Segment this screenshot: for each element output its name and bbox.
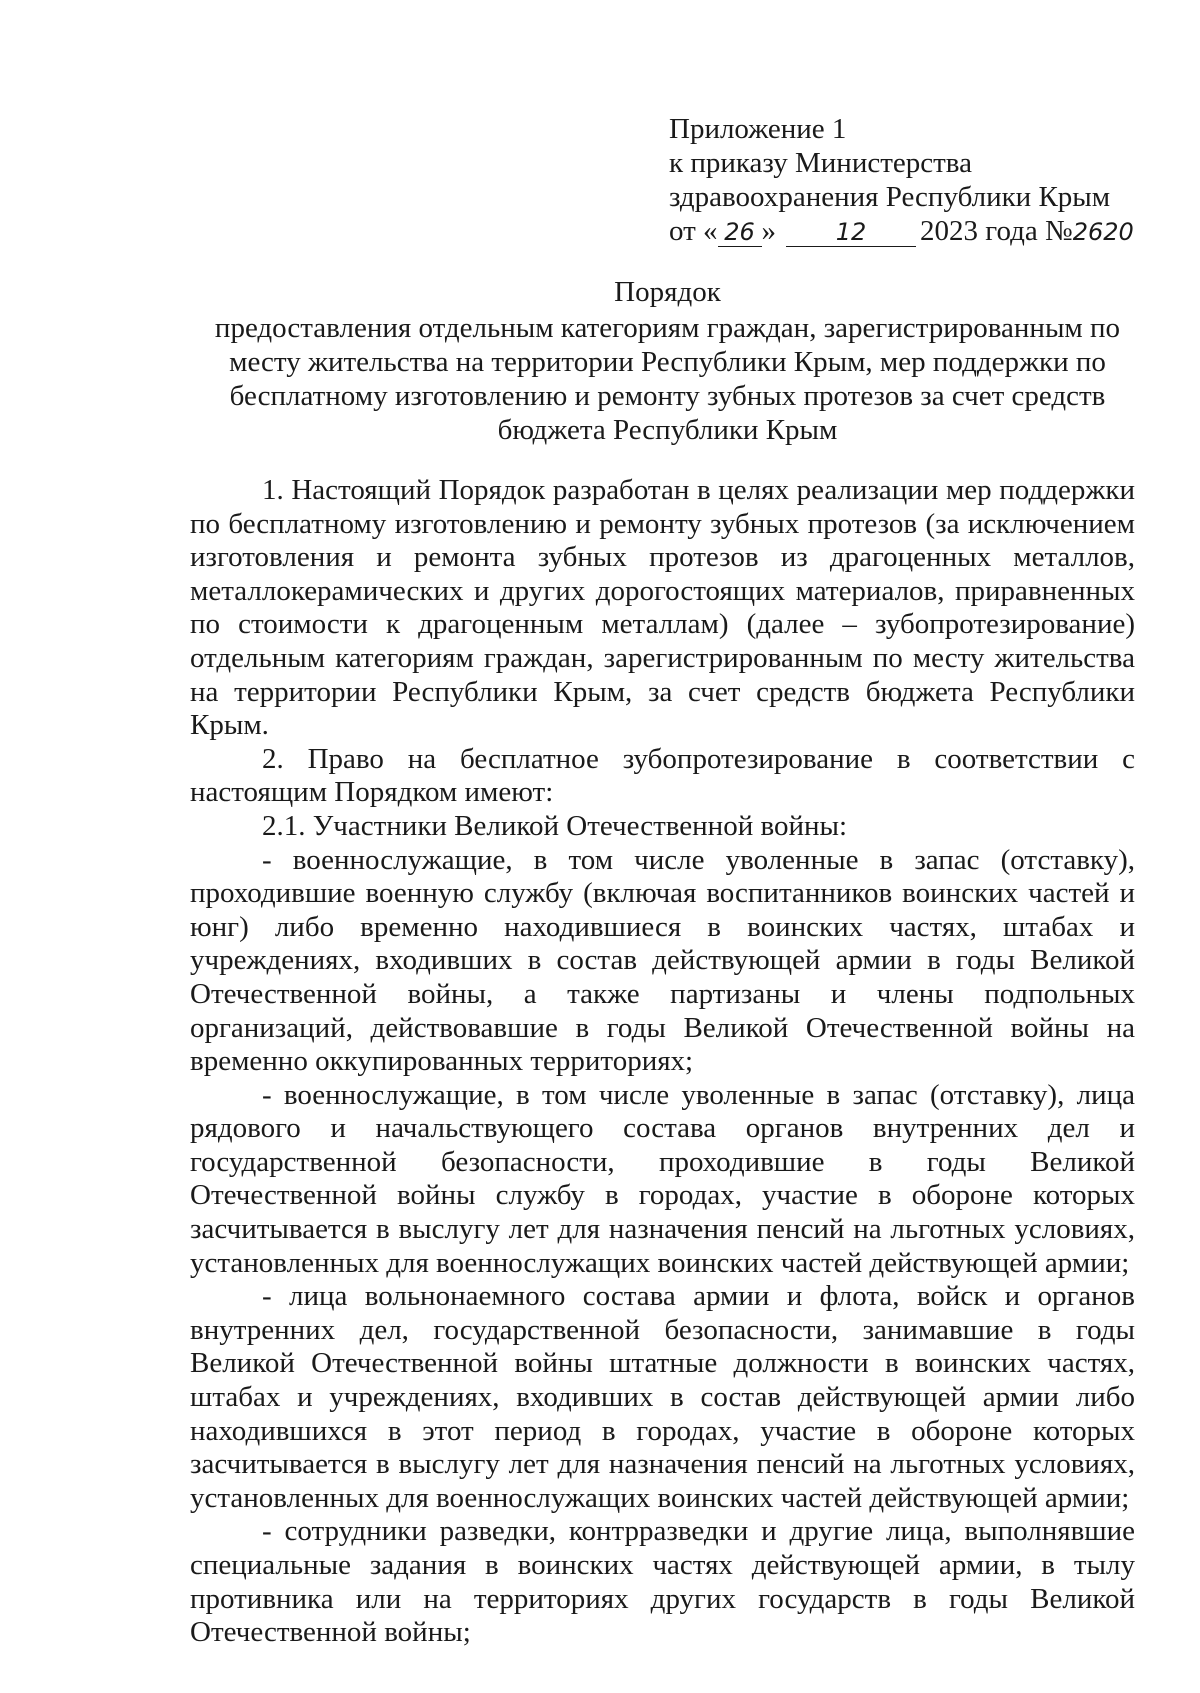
date-mid: »: [761, 215, 777, 247]
appendix-line-1: Приложение 1: [669, 113, 847, 145]
appendix-line-2: к приказу Министерства: [669, 147, 972, 179]
date-month-field: [786, 217, 916, 247]
date-year: 2023 года №: [920, 215, 1073, 247]
date-prefix: от «: [669, 215, 718, 247]
document-title: [200, 275, 1135, 447]
date-day-handwritten: 26: [724, 218, 755, 246]
paragraph-dash-1: - военнослужащие, в том числе уволенные в запас (отставку), проходившие военную службу (включая воспитанников воинских частей и юнг) либо временно находившиеся в воинских частях, штабах и учреждениях, входивших в состав действующей армии в годы Великой Отечественной войны, а также партизаны и члены подпольных организаций, действовавшие в годы Великой Отечественной войны на временно оккупированных территориях;: [190, 843, 1135, 1078]
paragraph-1: 1. Настоящий Порядок разработан в целях реализации мер поддержки по бесплатному изготовлению и ремонту зубных протезов (за исключением изготовления и ремонта зубных протезов из драгоценных металлов, металлокерамических и других дорогостоящих материалов, приравненных по стоимости к драгоценным металлам) (далее – зубопротезирование) отдельным категориям граждан, зарегистрированным по месту жительства на территории Республики Крым, за счет средств бюджета Республики Крым.: [190, 474, 1135, 742]
title-main: Порядок: [614, 276, 721, 308]
appendix-header: [669, 112, 1149, 248]
paragraph-dash-4: - сотрудники разведки, контрразведки и другие лица, выполнявшие специальные задания в воинских частях действующей армии, в тылу противника или на территориях других государств в годы Великой Отечественной войны;: [190, 1515, 1135, 1649]
paragraph-2-1: 2.1. Участники Великой Отечественной войны:: [262, 809, 848, 842]
paragraph-2: 2. Право на бесплатное зубопротезирование в соответствии с настоящим Порядком имеют:: [190, 742, 1135, 809]
order-number-field: [1072, 217, 1134, 246]
document-body: [190, 474, 1135, 1650]
paragraph-dash-2: - военнослужащие, в том числе уволенные в запас (отставку), лица рядового и начальствующего состава органов внутренних дел и государственной безопасности, проходившие в годы Великой Отечественной войны службу в городах, участие в обороне которых засчитывается в выслугу лет для назначения пенсий на льготных условиях, установленных для военнослужащих воинских частей действующей армии;: [190, 1078, 1135, 1279]
date-month-handwritten: 12: [835, 218, 867, 246]
title-subtitle: предоставления отдельным категориям граждан, зарегистрированным по месту жительства на территории Республики Крым, мер поддержки по бесплатному изготовлению и ремонту зубных протезов за счет средств бюджета Республики Крым: [214, 312, 1121, 446]
appendix-line-3: здравоохранения Республики Крым: [669, 181, 1111, 213]
appendix-date-line: [669, 214, 1149, 248]
paragraph-dash-3: - лица вольнонаемного состава армии и флота, войск и органов внутренних дел, государственной безопасности, занимавшие в годы Великой Отечественной войны штатные должности в воинских частях, штабах и учреждениях, входивших в состав действующей армии либо находившихся в этот период в городах, участие в обороне которых засчитывается в выслугу лет для назначения пенсий на льготных условиях, установленных для военнослужащих воинских частей действующей армии;: [190, 1280, 1135, 1514]
date-day-field: [718, 217, 762, 247]
order-number-handwritten: 2620: [1072, 218, 1134, 246]
